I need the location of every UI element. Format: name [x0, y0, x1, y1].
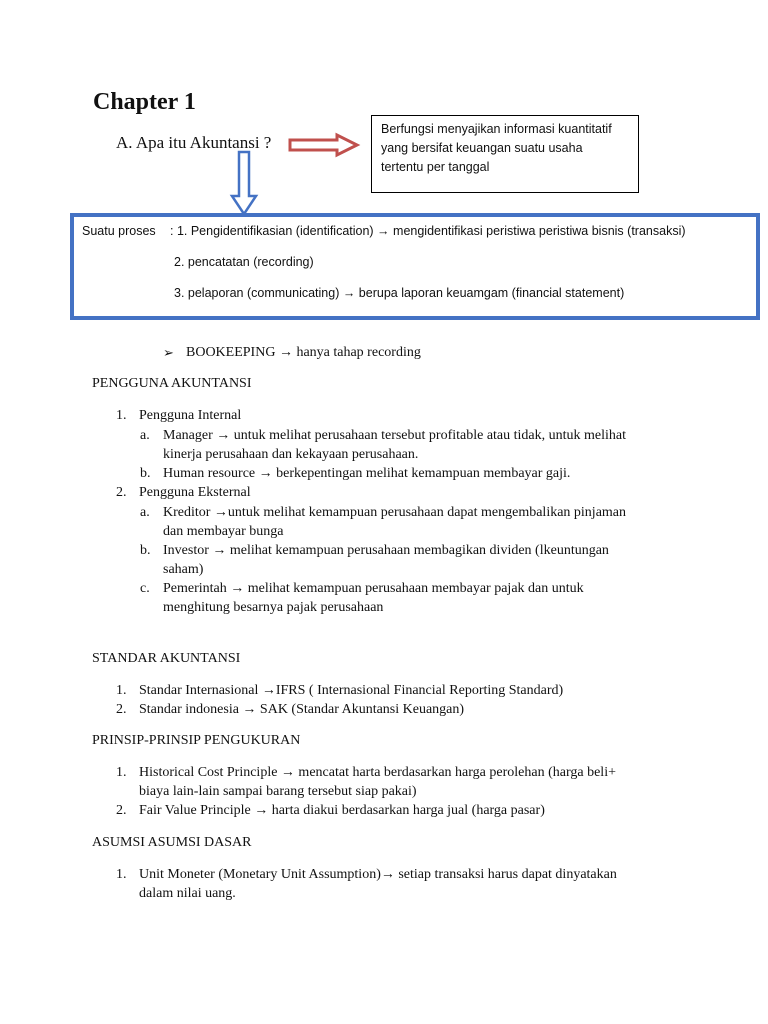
list-item-text: Historical Cost Principle → mencatat harta berdasarkan harga perolehan (harga beli+ — [139, 765, 616, 780]
bookkeeping-line: BOOKEEPING → hanya tahap recording — [186, 345, 421, 360]
list-letter: a. — [140, 505, 150, 520]
list-number: 1. — [116, 683, 127, 698]
list-item-text: Standar indonesia → SAK (Standar Akuntansi Keuangan) — [139, 702, 465, 717]
list-item-text: Pemerintah → melihat kemampuan perusahaan membayar pajak dan untuk — [163, 581, 584, 596]
list-letter: b. — [140, 466, 151, 481]
definition-line: tertentu per tanggal — [381, 160, 490, 174]
list-item-text: Standar Internasional →IFRS ( Internasional Financial Reporting Standard) — [139, 683, 564, 698]
list-number: 2. — [116, 702, 127, 717]
definition-line: Berfungsi menyajikan informasi kuantitatif — [381, 122, 612, 136]
section-heading-asumsi: ASUMSI ASUMSI DASAR — [92, 835, 252, 850]
process-box — [70, 213, 760, 320]
list-number: 1. — [116, 408, 127, 423]
list-number: 1. — [116, 765, 127, 780]
chapter-title: Chapter 1 — [93, 89, 196, 115]
process-step-1: : 1. Pengidentifikasian (identification) → mengidentifikasi peristiwa peristiwa bisnis (transaksi) — [170, 224, 686, 238]
section-heading-prinsip: PRINSIP-PRINSIP PENGUKURAN — [92, 733, 301, 748]
section-heading-pengguna: PENGGUNA AKUNTANSI — [92, 376, 252, 391]
list-letter: a. — [140, 428, 150, 443]
list-item-text: Investor → melihat kemampuan perusahaan membagikan dividen (lkeuntungan — [163, 543, 609, 558]
list-item-text: Fair Value Principle → harta diakui berdasarkan harga jual (harga pasar) — [139, 803, 545, 818]
definition-line: yang bersifat keuangan suatu usaha — [381, 141, 583, 155]
list-number: 2. — [116, 485, 127, 500]
process-step-2: 2. pencatatan (recording) — [174, 255, 314, 269]
arrow-down-icon — [232, 152, 256, 214]
list-item-text: Unit Moneter (Monetary Unit Assumption)→ setiap transaksi harus dapat dinyatakan — [139, 867, 617, 882]
definition-box — [371, 115, 639, 193]
list-item-text: kinerja perusahaan dan kekayaan perusahaan. — [163, 447, 419, 462]
list-item-text: dalam nilai uang. — [139, 886, 236, 901]
list-item-text: dan membayar bunga — [163, 524, 284, 539]
list-item-title: Pengguna Internal — [139, 408, 242, 423]
process-step-3: 3. pelaporan (communicating) → berupa laporan keuamgam (financial statement) — [174, 286, 625, 300]
list-item-text: Human resource → berkepentingan melihat kemampuan membayar gaji. — [163, 466, 571, 481]
section-heading-standar: STANDAR AKUNTANSI — [92, 651, 241, 666]
process-label: Suatu proses — [82, 224, 156, 238]
list-item-text: biaya lain-lain sampai barang tersebut siap pakai) — [139, 784, 417, 799]
list-item-text: saham) — [163, 562, 204, 577]
arrow-right-icon — [290, 135, 357, 155]
list-item-text: Kreditor →untuk melihat kemampuan perusahaan dapat mengembalikan pinjaman — [163, 505, 627, 520]
list-item-text: Manager → untuk melihat perusahaan tersebut profitable atau tidak, untuk melihat — [163, 428, 627, 443]
list-number: 1. — [116, 867, 127, 882]
list-letter: c. — [140, 581, 150, 596]
list-item-title: Pengguna Eksternal — [139, 485, 251, 500]
list-item-text: menghitung besarnya pajak perusahaan — [163, 600, 384, 615]
question-heading: A. Apa itu Akuntansi ? — [116, 133, 272, 152]
list-number: 2. — [116, 803, 127, 818]
bullet-icon: ➢ — [163, 345, 174, 360]
list-letter: b. — [140, 543, 151, 558]
